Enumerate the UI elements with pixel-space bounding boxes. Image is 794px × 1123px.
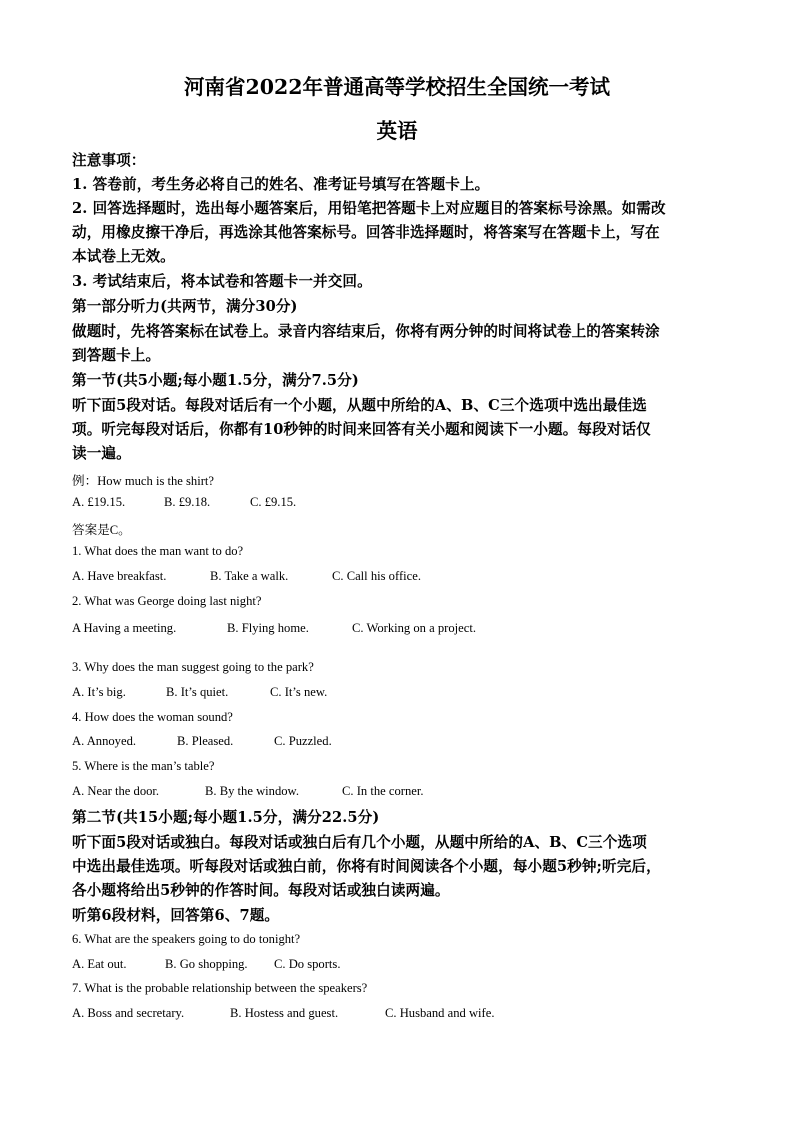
question-options xyxy=(72,685,327,700)
question-options xyxy=(72,621,476,636)
option-c: C. Puzzled. xyxy=(274,734,332,748)
option-b: B. Hostess and guest. xyxy=(230,1006,339,1020)
question: 7. What is the probable relationship between the speakers? xyxy=(72,981,368,995)
option-c: C. Do sports. xyxy=(274,957,341,971)
exam-title: 河南省2022年普通高等学校招生全国统一考试 xyxy=(183,75,611,99)
option-a: A. £19.15. xyxy=(72,495,126,509)
section2-heading: 第二节(共15小题;每小题1.5分，满分22.5分) xyxy=(72,809,380,826)
option-a: A. Annoyed. xyxy=(72,734,137,748)
notice-line: 2. 回答选择题时，选出每小题答案后，用铅笔把答题卡上对应题目的答案标号涂黑。如需改 xyxy=(72,200,666,217)
question: 2. What was George doing last night? xyxy=(72,594,262,608)
option-b: B. Go shopping. xyxy=(165,957,248,971)
question: 3. Why does the man suggest going to the park? xyxy=(72,660,314,674)
question-options xyxy=(72,734,332,749)
section1-intro: 读一遍。 xyxy=(72,445,131,462)
section2-intro: 听下面5段对话或独白。每段对话或独白后有几个小题，从题中所给的A、B、C三个选项 xyxy=(72,834,647,851)
option-c: C. Working on a project. xyxy=(352,621,476,635)
option-c: C. It’s new. xyxy=(270,685,328,699)
section1-intro: 项。听完每段对话后，你都有10秒钟的时间来回答有关小题和阅读下一小题。每段对话仅 xyxy=(72,421,651,438)
example-question: 例：How much is the shirt? xyxy=(72,474,215,488)
option-a: A. Eat out. xyxy=(72,957,127,971)
option-a: A Having a meeting. xyxy=(72,621,177,635)
question: 6. What are the speakers going to do tonight? xyxy=(72,932,301,946)
subject-title: 英语 xyxy=(376,119,418,143)
part1-heading: 第一部分听力(共两节，满分30分) xyxy=(72,298,298,315)
option-a: A. Near the door. xyxy=(72,784,160,798)
notice-line: 本试卷上无效。 xyxy=(72,248,175,265)
notice-line: 动，用橡皮擦干净后，再选涂其他答案标号。回答非选择题时，将答案写在答题卡上，写在 xyxy=(72,224,660,241)
example-options xyxy=(72,495,296,510)
option-a: A. Have breakfast. xyxy=(72,569,167,583)
question-options xyxy=(72,957,340,972)
option-b: B. Flying home. xyxy=(227,621,309,635)
material-heading: 听第6段材料，回答第6、7题。 xyxy=(72,907,280,924)
part1-intro: 做题时，先将答案标在试卷上。录音内容结束后，你将有两分钟的时间将试卷上的答案转涂 xyxy=(72,323,660,340)
question: 1. What does the man want to do? xyxy=(72,544,244,558)
section2-intro: 各小题将给出5秒钟的作答时间。每段对话或独白读两遍。 xyxy=(72,882,450,899)
example-answer: 答案是C。 xyxy=(72,523,131,537)
notice-line: 1. 答卷前，考生务必将自己的姓名、准考证号填写在答题卡上。 xyxy=(72,176,490,193)
option-b: B. Take a walk. xyxy=(210,569,289,583)
notice-heading: 注意事项： xyxy=(72,152,146,169)
question: 5. Where is the man’s table? xyxy=(72,759,215,773)
question-options xyxy=(72,1006,494,1021)
question-options xyxy=(72,569,421,584)
section2-intro: 中选出最佳选项。听每段对话或独白前，你将有时间阅读各个小题，每小题5秒钟;听完后， xyxy=(72,858,661,875)
section1-intro: 听下面5段对话。每段对话后有一个小题，从题中所给的A、B、C三个选项中选出最佳选 xyxy=(72,397,647,414)
notice-line: 3. 考试结束后，将本试卷和答题卡一并交回。 xyxy=(72,273,372,290)
option-b: B. By the window. xyxy=(205,784,299,798)
section1-heading: 第一节(共5小题;每小题1.5分，满分7.5分) xyxy=(72,372,359,389)
option-b: B. Pleased. xyxy=(177,734,234,748)
option-b: B. £9.18. xyxy=(164,495,211,509)
option-b: B. It’s quiet. xyxy=(166,685,229,699)
option-a: A. It’s big. xyxy=(72,685,126,699)
option-c: C. In the corner. xyxy=(342,784,424,798)
option-a: A. Boss and secretary. xyxy=(72,1006,185,1020)
question: 4. How does the woman sound? xyxy=(72,710,233,724)
option-c: C. £9.15. xyxy=(250,495,297,509)
question-options xyxy=(72,784,423,799)
option-c: C. Husband and wife. xyxy=(385,1006,495,1020)
part1-intro: 到答题卡上。 xyxy=(72,347,161,364)
option-c: C. Call his office. xyxy=(332,569,421,583)
